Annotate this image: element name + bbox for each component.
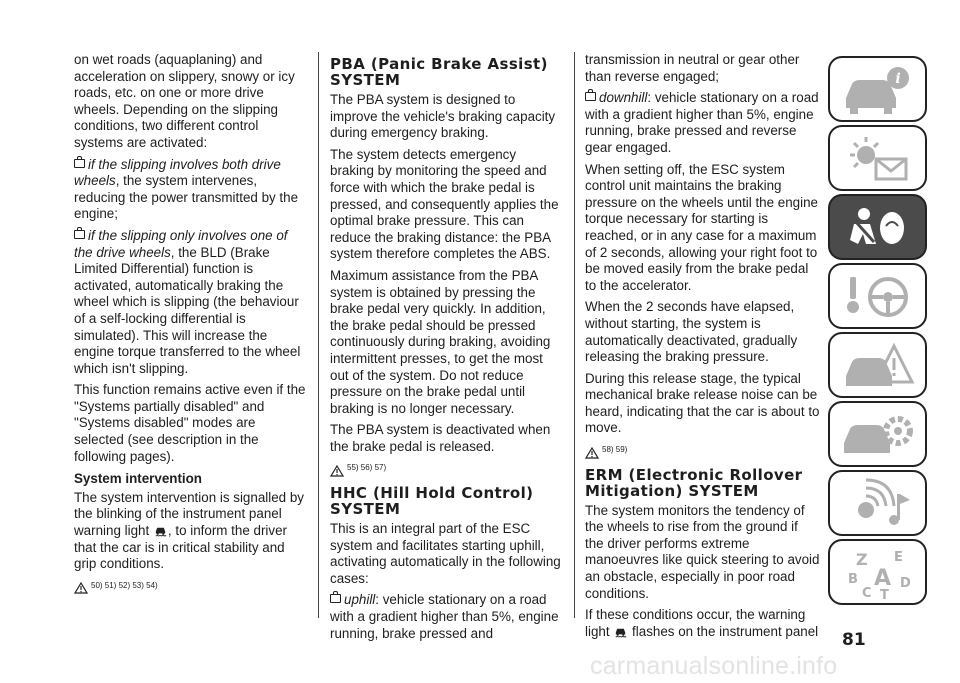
index-letter-icon: B: [848, 572, 858, 587]
paragraph: If these conditions occur, the warning light flashes on the instrument panel: [585, 607, 819, 639]
tab-maintenance[interactable]: [828, 401, 927, 467]
paragraph: transmission in neutral or gear other than reverse engaged;: [585, 52, 800, 84]
pba-heading: PBA (Panic Brake Assist) SYSTEM: [330, 55, 548, 89]
paragraph: Maximum assistance from the PBA system is obtained by pressing the brake pedal very quickly. In addition, the brake pedal should be pressed continuously during braking, avoiding intermittent presses, to get the most out of the system. Do not reduce pressure on the brake pedal until braking is no longer necessary.: [330, 267, 551, 416]
bullet-box-icon: [74, 230, 85, 239]
bullet-text: , the system intervenes, reducing the power transmitted by the engine;: [74, 173, 299, 222]
column-3: [585, 52, 820, 645]
index-letter-icon: Z: [856, 550, 868, 569]
hhc-heading: HHC (Hill Hold Control) SYSTEM: [330, 484, 534, 519]
bullet-italic: uphill: [344, 592, 376, 608]
tab-safety[interactable]: [828, 194, 927, 260]
column-2: [330, 52, 562, 647]
erm-heading: ERM (Electronic Rollover Mitigation) SYSTEM: [585, 465, 803, 500]
bullet-item: [585, 90, 820, 156]
column-divider-1: [318, 52, 319, 618]
warning-triangle-icon: [74, 582, 88, 594]
watermark: carmanualsonline.info: [590, 652, 838, 680]
index-letter-icon: T: [880, 588, 889, 601]
bullet-italic: if the slipping involves both drive wheels: [74, 156, 281, 189]
bullet-italic: downhill: [599, 90, 648, 106]
bullet-box-icon: [585, 92, 596, 101]
warning-lights-icon: [836, 131, 922, 187]
bullet-text: , the BLD (Brake Limited Differential) function is activated, automatically braking the wheel which is slipping (the behaviour of a self-locking differential is simulated). This will increase the engine torque transferred to the wheel which isn't slipping.: [74, 244, 301, 376]
esc-warning-light-icon: [153, 523, 168, 538]
emergency-icon: [836, 338, 922, 394]
tab-multimedia[interactable]: [828, 470, 927, 536]
paragraph: The system detects emergency braking by monitoring the speed and force with which the brake pedal is pressed, and consequently applies the optimal brake pressure. This can reduce the braking distance: the PBA system therefore completes the ABS.: [330, 146, 559, 262]
column-1: [74, 52, 309, 602]
svg-text:i: i: [895, 71, 901, 87]
bullet-text: : vehicle stationary on a road with a gradient higher than 5%, engine running, brake pressed and: [330, 592, 559, 641]
car-info-icon: [836, 62, 922, 118]
column-divider-2: [574, 52, 575, 618]
bullet-text: : vehicle stationary on a road with a gradient higher than 5%, engine running, brake pressed and reverse gear engaged.: [585, 90, 819, 155]
index-letter-icon: A: [874, 566, 892, 591]
paragraph: The PBA system is designed to improve the vehicle's braking capacity during emergency braking.: [330, 92, 556, 141]
index-icon: [836, 545, 922, 601]
esc-warning-light-icon: [613, 624, 628, 639]
bullet-box-icon: [74, 159, 85, 168]
tab-warning-lights[interactable]: [828, 125, 927, 191]
reference-numbers: 58) 59): [602, 445, 628, 455]
bullet-item: [74, 228, 309, 377]
paragraph: on wet roads (aquaplaning) and acceleration on slippery, snowy or icy roads, etc. on one or more drive wheels. Depending on the slipping conditions, two different control systems are activated:: [74, 52, 295, 150]
bullet-italic: if the slipping only involves one of the drive wheels: [74, 227, 288, 260]
page-number: 81: [842, 630, 866, 650]
tab-car-info[interactable]: [828, 56, 927, 122]
tab-emergency[interactable]: [828, 332, 927, 398]
paragraph: When the 2 seconds have elapsed, without starting, the system is automatically deactivated, gradually releasing the braking pressure.: [585, 299, 798, 365]
warning-references: [585, 442, 820, 459]
index-letter-icon: D: [900, 576, 911, 591]
index-letter-icon: C: [862, 586, 872, 601]
paragraph: This is an integral part of the ESC system and facilitates starting uphill, activating automatically in the following cases:: [330, 521, 561, 586]
paragraph: The system intervention is signalled by the blinking of the instrument panel warning light , to inform the driver that the car is in critical stability and grip conditions.: [74, 489, 304, 572]
bullet-item: [74, 157, 309, 223]
index-letter-icon: E: [894, 550, 903, 565]
reference-numbers: 55) 56) 57): [347, 463, 387, 473]
paragraph: The PBA system is deactivated when the brake pedal is released.: [330, 422, 551, 454]
starting-driving-icon: [836, 269, 922, 325]
warning-triangle-icon: [330, 465, 344, 477]
maintenance-icon: [836, 407, 922, 463]
paragraph: The system monitors the tendency of the wheels to rise from the ground if the driver performs extreme manoeuvres like quick steering to avoid an obstacle, especially in poor road conditions.: [585, 502, 820, 601]
section-heading: System intervention: [74, 471, 202, 487]
paragraph: When setting off, the ESC system control unit maintains the braking pressure on the wheels until the engine torque necessary for starting is reached, or in any case for a maximum of 2 seconds, allowing your right foot to be moved easily from the brake pedal to the accelerator.: [585, 161, 819, 293]
warning-references: [74, 578, 309, 595]
warning-references: [330, 460, 562, 477]
bullet-box-icon: [330, 594, 341, 603]
paragraph: This function remains active even if the "Systems partially disabled" and "Systems disabled" modes are selected (see description in the following pages).: [74, 382, 306, 464]
tab-index[interactable]: [828, 539, 927, 605]
warning-triangle-icon: [585, 447, 599, 459]
reference-numbers: 50) 51) 52) 53) 54): [91, 580, 158, 590]
tab-starting-driving[interactable]: [828, 263, 927, 329]
safety-airbag-icon: [836, 200, 922, 256]
paragraph: During this release stage, the typical mechanical brake release noise can be heard, indicating that the car is about to move.: [585, 370, 820, 436]
bullet-item: [330, 592, 562, 642]
multimedia-icon: [836, 476, 922, 532]
